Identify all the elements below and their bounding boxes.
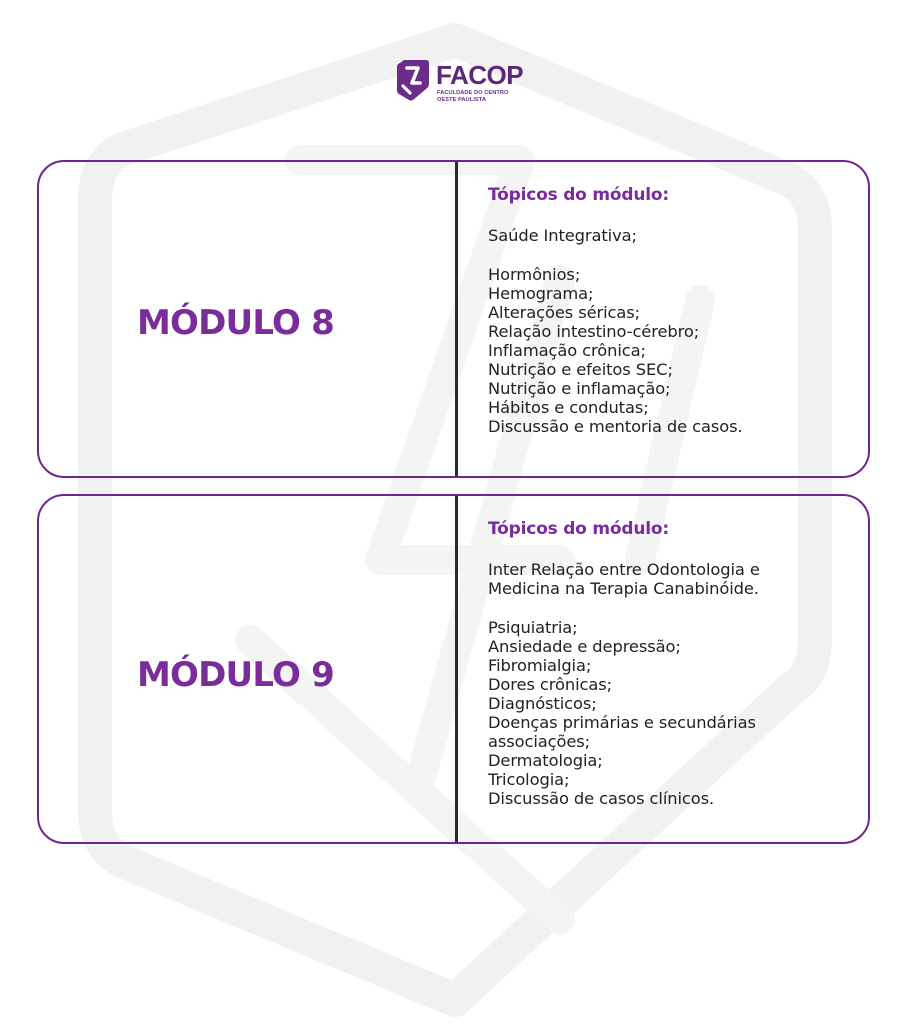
topics-intro bbox=[488, 226, 858, 245]
brand-tagline-line1: FACULDADE DO CENTRO bbox=[437, 90, 509, 96]
topic-item: Tricologia; bbox=[488, 770, 570, 789]
topic-item: Diagnósticos; bbox=[488, 694, 597, 713]
module-topics bbox=[488, 518, 858, 808]
topic-item: Nutrição e inflamação; bbox=[488, 379, 671, 398]
brand-tagline-line2: OESTE PAULISTA bbox=[437, 97, 487, 103]
topic-item: Nutrição e efeitos SEC; bbox=[488, 360, 673, 379]
module-title: MÓDULO 9 bbox=[137, 655, 335, 695]
card-divider bbox=[455, 162, 458, 476]
card-divider bbox=[455, 496, 458, 842]
module-title: MÓDULO 8 bbox=[137, 303, 335, 343]
brand-name: FACOP bbox=[436, 60, 524, 90]
topic-item: Dermatologia; bbox=[488, 751, 603, 770]
topics-list bbox=[488, 618, 858, 808]
topic-item: Alterações séricas; bbox=[488, 303, 641, 322]
topic-item: Hormônios; bbox=[488, 265, 581, 284]
facop-logo bbox=[395, 58, 524, 110]
topic-item: Ansiedade e depressão; bbox=[488, 637, 681, 656]
brand-tagline bbox=[437, 90, 517, 104]
topics-intro-line: Medicina na Terapia Canabinóide. bbox=[488, 579, 759, 598]
topics-intro-line: Inter Relação entre Odontologia e bbox=[488, 560, 760, 579]
topic-item: Dores crônicas; bbox=[488, 675, 612, 694]
topic-item: Inflamação crônica; bbox=[488, 341, 646, 360]
topics-intro bbox=[488, 560, 858, 598]
topic-item: associações; bbox=[488, 732, 591, 751]
topics-heading: Tópicos do módulo: bbox=[488, 519, 669, 539]
topic-item: Relação intestino-cérebro; bbox=[488, 322, 700, 341]
topics-intro-line: Saúde Integrativa; bbox=[488, 226, 637, 245]
topics-heading: Tópicos do módulo: bbox=[488, 185, 669, 205]
topic-item: Discussão de casos clínicos. bbox=[488, 789, 715, 808]
topics-list bbox=[488, 265, 858, 436]
topic-item: Discussão e mentoria de casos. bbox=[488, 417, 743, 436]
topic-item: Psiquiatria; bbox=[488, 618, 578, 637]
module-card-9 bbox=[37, 494, 870, 844]
module-topics bbox=[488, 184, 858, 436]
module-card-8 bbox=[37, 160, 870, 478]
topic-item: Hemograma; bbox=[488, 284, 594, 303]
facop-logo-icon bbox=[395, 58, 431, 102]
topic-item: Fibromialgia; bbox=[488, 656, 592, 675]
topic-item: Doenças primárias e secundárias bbox=[488, 713, 756, 732]
topic-item: Hábitos e condutas; bbox=[488, 398, 649, 417]
